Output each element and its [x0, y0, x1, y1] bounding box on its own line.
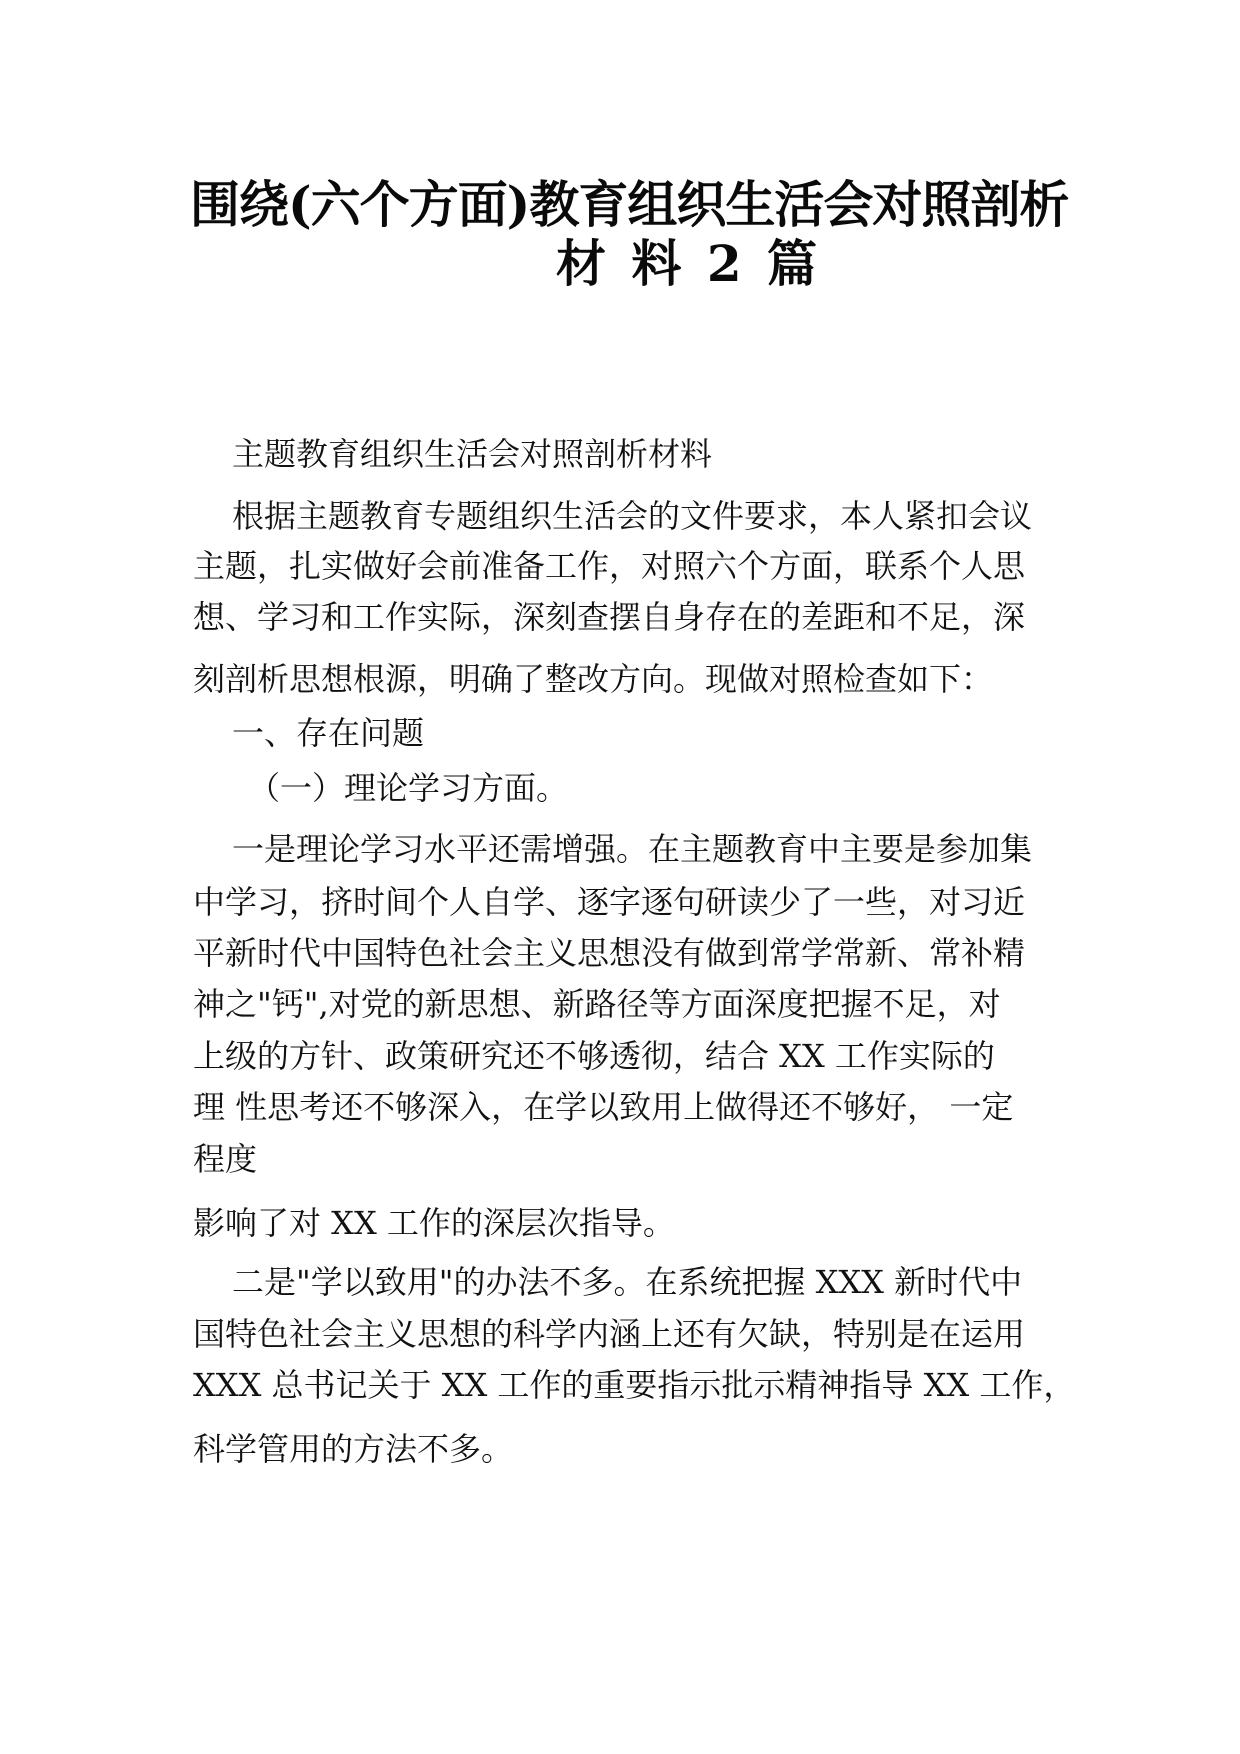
- document-title-line-2: 材 料 2 篇: [556, 234, 822, 293]
- document-title-line-1: 围绕(六个方面)教育组织生活会对照剖析: [190, 175, 1069, 234]
- paragraph-line: 神之"钙",对党的新思想、新路径等方面深度把握不足，对: [193, 985, 1001, 1023]
- paragraph-line: 根据主题教育专题组织生活会的文件要求，本人紧扣会议: [232, 497, 1033, 535]
- paragraph-line: 国特色社会主义思想的科学内涵上还有欠缺，特别是在运用: [193, 1315, 1026, 1353]
- section-heading: 一、存在问题: [232, 714, 425, 752]
- paragraph-line: 刻剖析思想根源，明确了整改方向。现做对照检查如下：: [193, 660, 994, 698]
- paragraph-line: 二是"学以致用"的办法不多。在系统把握 XXX 新时代中: [232, 1263, 1023, 1301]
- paragraph-line: 平新时代中国特色社会主义思想没有做到常学常新、常补精: [193, 934, 1026, 972]
- paragraph-line: 想、学习和工作实际，深刻查摆自身存在的差距和不足，深: [193, 598, 1026, 636]
- paragraph-line: 一是理论学习水平还需增强。在主题教育中主要是参加集: [232, 830, 1033, 868]
- paragraph-line: 程度: [193, 1140, 258, 1178]
- paragraph-line: 上级的方针、政策研究还不够透彻，结合 XX 工作实际的: [193, 1037, 995, 1075]
- paragraph-line: 中学习，挤时间个人自学、逐字逐句研读少了一些，对习近: [193, 883, 1026, 921]
- paragraph-line: XXX 总书记关于 XX 工作的重要指示批示精神指导 XX 工作，: [193, 1366, 1076, 1404]
- paragraph-line: 科学管用的方法不多。: [193, 1430, 514, 1468]
- section-subheading: 主题教育组织生活会对照剖析材料: [232, 435, 713, 473]
- paragraph-line: 理 性思考还不够深入，在学以致用上做得还不够好， 一定: [193, 1088, 1014, 1126]
- paragraph-line: 主题，扎实做好会前准备工作，对照六个方面，联系个人思: [193, 547, 1026, 585]
- subsection-heading: （一）理论学习方面。: [248, 769, 569, 807]
- paragraph-line: 影响了对 XX 工作的深层次指导。: [193, 1204, 675, 1242]
